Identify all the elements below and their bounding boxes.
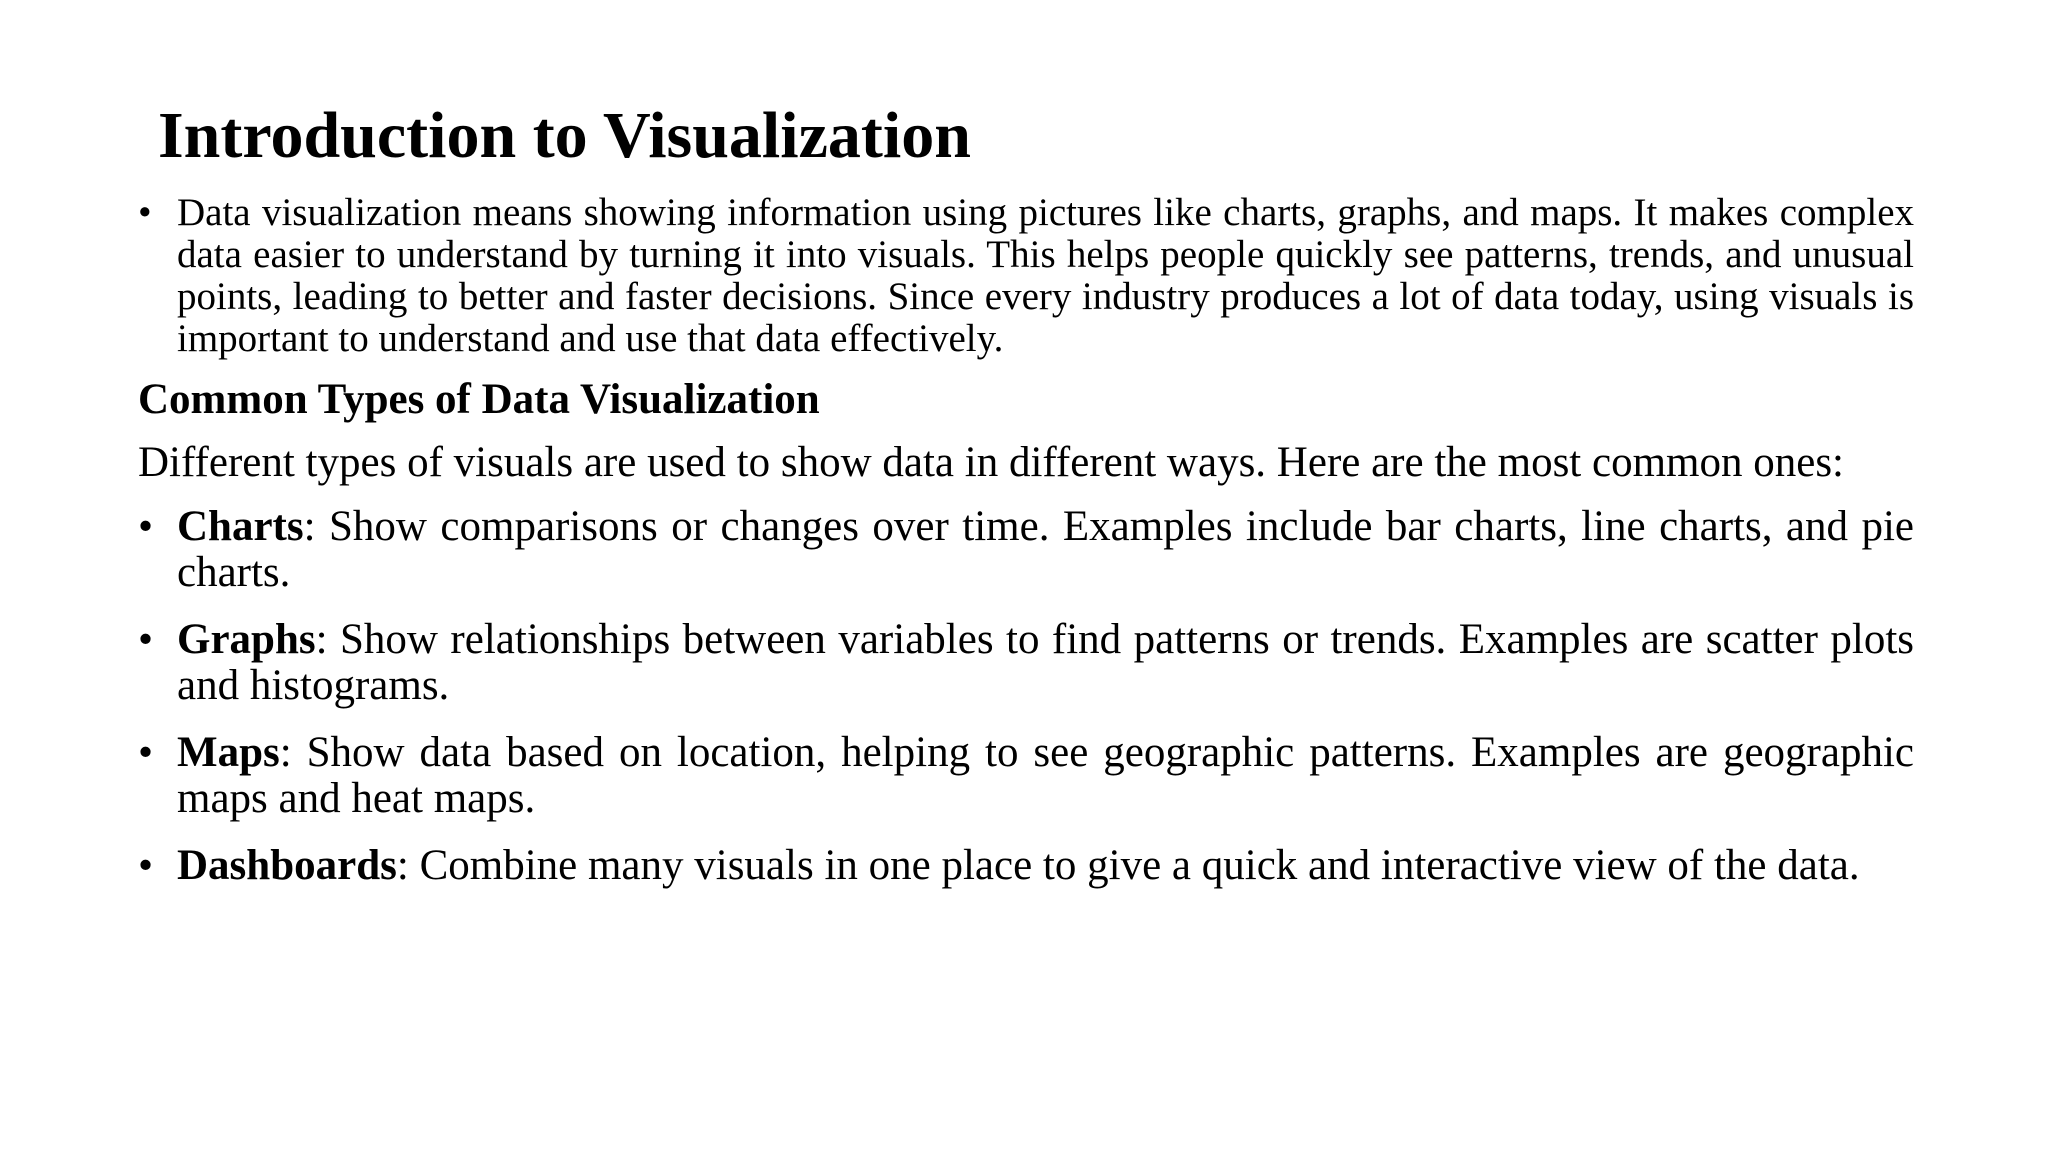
slide-content xyxy=(138,192,1914,910)
bullet-glyph: • xyxy=(138,842,154,889)
section-description: Different types of visuals are used to show data in different ways. Here are the most common ones: xyxy=(138,439,1844,486)
type-description: Show data based on location, helping to see geographic patterns. Examples are geographic maps and heat maps. xyxy=(177,729,1914,822)
type-separator: : xyxy=(315,616,328,663)
bullet-glyph: • xyxy=(138,191,152,234)
slide-title: Introduction to Visualization xyxy=(158,99,971,172)
type-description: Combine many visuals in one place to give a quick and interactive view of the data. xyxy=(408,842,1860,889)
type-name: Dashboards xyxy=(177,842,397,889)
type-name: Charts xyxy=(177,503,304,550)
type-separator: : xyxy=(279,729,292,776)
type-separator: : xyxy=(303,503,316,550)
type-item-charts xyxy=(138,504,1914,596)
type-description: Show comparisons or changes over time. Examples include bar charts, line charts, and pie charts. xyxy=(177,503,1914,596)
visualization-types-list xyxy=(138,504,1914,889)
intro-text: Data visualization means showing information using pictures like charts, graphs, and maps. It makes complex data easier to understand by turning it into visuals. This helps people quickly see patterns, trends, and unusual points, leading to better and faster decisions. Since every industry produces a lot of data today, using visuals is important to understand and use that data effectively. xyxy=(177,191,1914,360)
type-name: Maps xyxy=(177,729,280,776)
intro-bullet xyxy=(138,192,1914,360)
type-description: Show relationships between variables to find patterns or trends. Examples are scatter plots and histograms. xyxy=(177,616,1914,709)
type-name: Graphs xyxy=(177,616,316,663)
bullet-glyph: • xyxy=(138,616,154,663)
type-item-maps xyxy=(138,730,1914,822)
bullet-glyph: • xyxy=(138,729,154,776)
bullet-glyph: • xyxy=(138,503,154,550)
type-item-graphs xyxy=(138,617,1914,709)
type-separator: : xyxy=(396,842,409,889)
type-item-dashboards xyxy=(138,843,1914,889)
section-heading: Common Types of Data Visualization xyxy=(138,376,820,423)
